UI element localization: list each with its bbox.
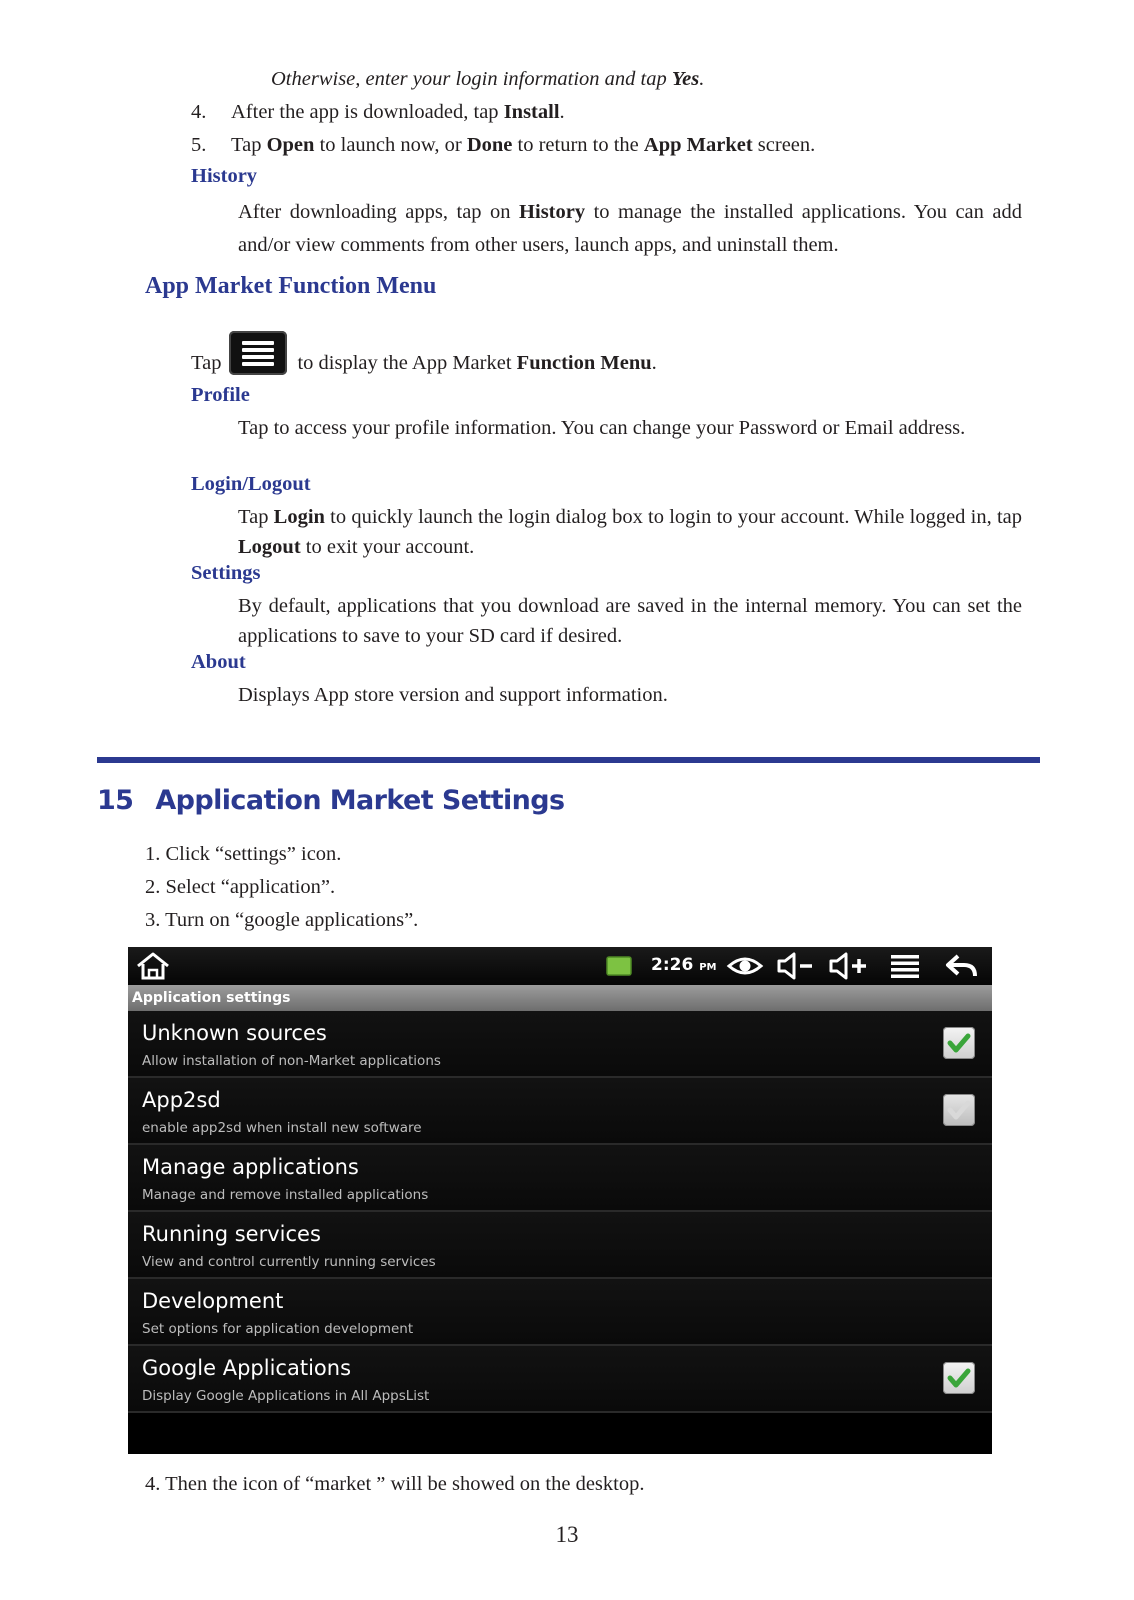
login-text-c: to quickly launch the login dialog box to login to your account. While logged in, tap [324,506,1022,528]
application-settings-screenshot [128,947,992,1454]
login-instruction: Otherwise, enter your login information and tap Yes. [271,68,705,90]
chapter-step-3: 3. Turn on “google applications”. [145,909,419,931]
volume-down-icon[interactable] [776,951,816,981]
clock-ampm: PM [699,962,717,973]
app-title-bar: Application settings [128,985,992,1011]
row-title: App2sd [142,1088,221,1112]
volume-up-icon[interactable] [828,951,870,981]
menu-icon[interactable] [889,951,921,981]
google-applications-checkbox[interactable] [943,1362,975,1394]
status-bar [128,947,992,985]
login-text-a: Tap [238,506,274,528]
step-5 [191,130,815,160]
check-icon [945,1029,973,1057]
install-bold: Install [503,101,560,123]
profile-heading: Profile [191,384,250,406]
list-item-unknown-sources[interactable] [128,1011,992,1078]
clock [651,955,717,975]
row-subtitle: Display Google Applications in All AppsList [142,1388,430,1404]
clock-time: 2:26 [651,955,694,975]
chapter-title: Application Market Settings [155,785,565,816]
yes-bold: Yes [671,68,700,90]
step-5-text-c: to launch now, or [314,134,467,156]
login-heading: Login/Logout [191,473,311,495]
list-item-running-services[interactable] [128,1212,992,1279]
function-menu-text: to display the App Market [297,352,517,374]
row-subtitle: enable app2sd when install new software [142,1120,422,1136]
step-5-number: 5. [191,134,207,156]
step-4-number: 4. [191,101,207,123]
unknown-sources-checkbox[interactable] [943,1027,975,1059]
login-text-e: to exit your account. [300,536,475,558]
function-menu-bold: Function Menu [516,352,652,374]
open-bold: Open [266,134,315,156]
chapter-step-4: 4. Then the icon of “market ” will be showed on the desktop. [145,1473,645,1495]
row-title: Development [142,1289,284,1313]
chapter-step-2: 2. Select “application”. [145,876,336,898]
history-paragraph [238,196,1022,262]
back-icon[interactable] [944,951,980,981]
list-item-app2sd[interactable] [128,1078,992,1145]
chapter-heading [97,785,565,816]
section-divider [97,757,1040,763]
done-bold: Done [466,134,513,156]
settings-heading: Settings [191,562,261,584]
page-number: 13 [555,1522,579,1547]
step-4-text: After the app is downloaded, tap [231,101,504,123]
step-4: 4. After the app is downloaded, tap Install. [191,97,565,127]
step-5-text-g: screen. [752,134,816,156]
row-subtitle: View and control currently running services [142,1254,436,1270]
chapter-step-1: 1. Click “settings” icon. [145,843,342,865]
login-instruction-text: Otherwise, enter your login information and tap [271,68,672,90]
row-title: Running services [142,1222,321,1246]
history-bold: History [519,201,586,223]
chapter-number: 15 [97,785,134,816]
row-title: Google Applications [142,1356,352,1380]
eye-icon[interactable] [726,951,764,981]
tap-text: Tap [191,352,222,374]
menu-icon [229,331,287,375]
row-title: Unknown sources [142,1021,327,1045]
history-text-a: After downloading apps, tap on [238,201,520,223]
function-menu-heading: App Market Function Menu [145,273,437,299]
home-icon[interactable] [135,951,171,981]
list-item-manage-applications[interactable] [128,1145,992,1212]
history-text-c: to manage the installed applications. You can add and/or view comments from other users, launch apps, and uninstall them. [238,201,1022,256]
logout-bold: Logout [238,536,301,558]
row-subtitle: Set options for application development [142,1321,414,1337]
list-item-development[interactable] [128,1279,992,1346]
row-title: Manage applications [142,1155,359,1179]
row-subtitle: Manage and remove installed applications [142,1187,429,1203]
history-heading: History [191,165,258,187]
about-paragraph: Displays App store version and support information. [238,684,668,706]
about-heading: About [191,651,246,673]
function-menu-line: Tap to display the App Market Function Menu. [191,331,657,378]
app2sd-checkbox[interactable] [943,1094,975,1126]
app-market-bold: App Market [643,134,753,156]
row-subtitle: Allow installation of non-Market applications [142,1053,441,1069]
settings-list [128,1011,992,1413]
check-icon [945,1096,973,1124]
login-bold: Login [273,506,325,528]
settings-paragraph: By default, applications that you download are saved in the internal memory. You can set the applications to save to your SD card if desired. [238,595,1022,647]
step-5-text-a: Tap [231,134,267,156]
battery-icon [606,956,634,976]
login-paragraph [238,502,1022,562]
check-icon [945,1364,973,1392]
step-5-text-e: to return to the [512,134,644,156]
list-item-google-applications[interactable] [128,1346,992,1413]
profile-paragraph: Tap to access your profile information. You can change your Password or Email address. [238,417,966,439]
